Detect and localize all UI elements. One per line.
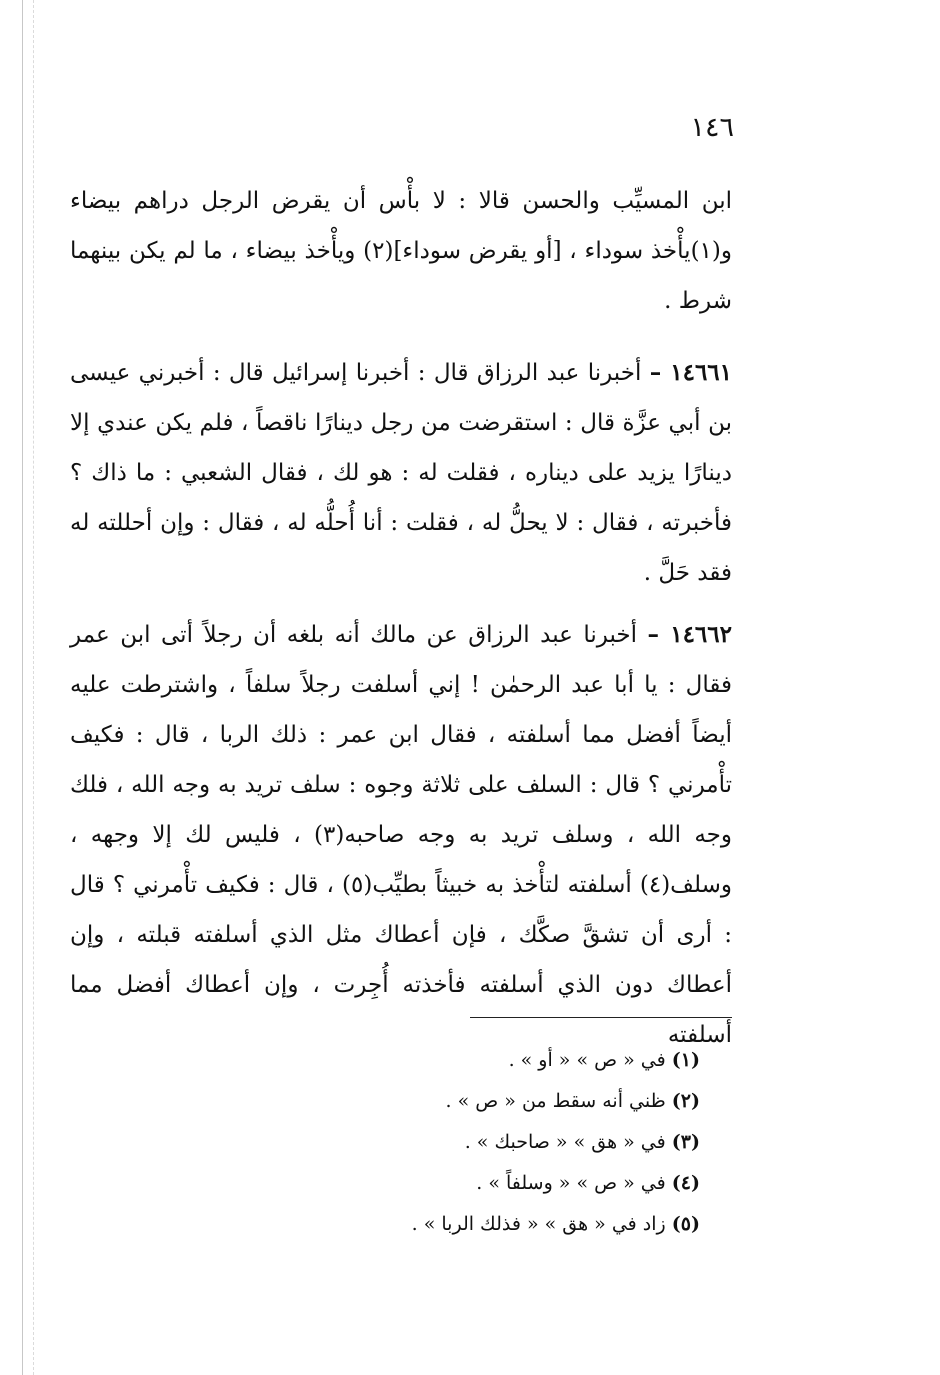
footnote-marker: (٥) — [671, 1213, 700, 1235]
hadith-number: ١٤٦٦١ – — [649, 359, 733, 386]
page-number: ١٤٦ — [690, 112, 734, 143]
footnotes — [300, 1040, 700, 1245]
passage-continuation — [70, 176, 732, 326]
footnote-text: في « ص » « أو » . — [508, 1049, 666, 1071]
hadith-paragraph — [70, 610, 732, 1060]
hadith-14662 — [70, 610, 732, 1060]
footnote — [300, 1081, 700, 1122]
footnote — [300, 1163, 700, 1204]
footnote — [300, 1040, 700, 1081]
footnote-marker: (٤) — [671, 1172, 700, 1194]
footnote — [300, 1204, 700, 1245]
footnote-text: زاد في « هق » « فذلك الربا » . — [411, 1213, 666, 1235]
passage-text: ابن المسيِّب والحسن قالا : لا بأْس أن يقرض الرجل دراهم بيضاء و(١)يأْخذ سوداء ، [أو يقرض سوداء](٢) ويأْخذ بيضاء ، ما لم يكن بينهما شرط . — [70, 188, 732, 314]
footnote-text: في « هق » « صاحبك » . — [464, 1131, 666, 1153]
footnote-text: ظني أنه سقط من « ص » . — [445, 1090, 666, 1112]
footnote-marker: (١) — [671, 1049, 700, 1071]
hadith-text: أخبرنا عبد الرزاق عن مالك أنه بلغه أن رجلاً أتى ابن عمر فقال : يا أبا عبد الرحمٰن ! إني أسلفت رجلاً سلفاً ، واشترطت عليه أيضاً أفضل مما أسلفته ، فقال ابن عمر : ذلك الربا ، قال : فكيف تأْمرني ؟ قال : السلف على ثلاثة وجوه : سلف تريد به وجه الله ، فلك وجه الله ، وسلف تريد به وجه صاحبه(٣) ، فليس لك إلا وجهه ، وسلف(٤) أسلفته لتأْخذ به خبيثاً بطيِّب(٥) ، قال : فكيف تأْمرني ؟ قال : أرى أن تشقَّ صكَّك ، فإن أعطاك مثل الذي أسلفته قبلته ، وإن أعطاك دون الذي أسلفته فأخذته أُجِرت ، وإن أعطاك أفضل مما أسلفته — [70, 622, 733, 1048]
footnote-text: في « ص » « وسلفاً » . — [476, 1172, 666, 1194]
footnote-marker: (٣) — [671, 1131, 700, 1153]
footnote-separator — [470, 1017, 732, 1018]
footnote-marker: (٢) — [671, 1090, 700, 1112]
footnote — [300, 1122, 700, 1163]
hadith-14661 — [70, 348, 732, 598]
hadith-paragraph — [70, 348, 732, 598]
scan-edge-line — [33, 0, 34, 1375]
scan-edge-line — [22, 0, 23, 1375]
hadith-number: ١٤٦٦٢ – — [647, 621, 732, 648]
hadith-text: أخبرنا عبد الرزاق قال : أخبرنا إسرائيل قال : أخبرني عيسى بن أبي عزَّة قال : استقرضت من رجل دينارًا ناقصاً ، فلم يكن عندي إلا دينارًا يزيد على ديناره ، فقلت له : هو لك ، فقال الشعبي : ما ذاك ؟ فأخبرته ، فقال : لا يحلُّ له ، فقلت : أنا أُحلُّه له ، فقال : وإن أحللته له فقد حَلَّ . — [70, 360, 732, 586]
